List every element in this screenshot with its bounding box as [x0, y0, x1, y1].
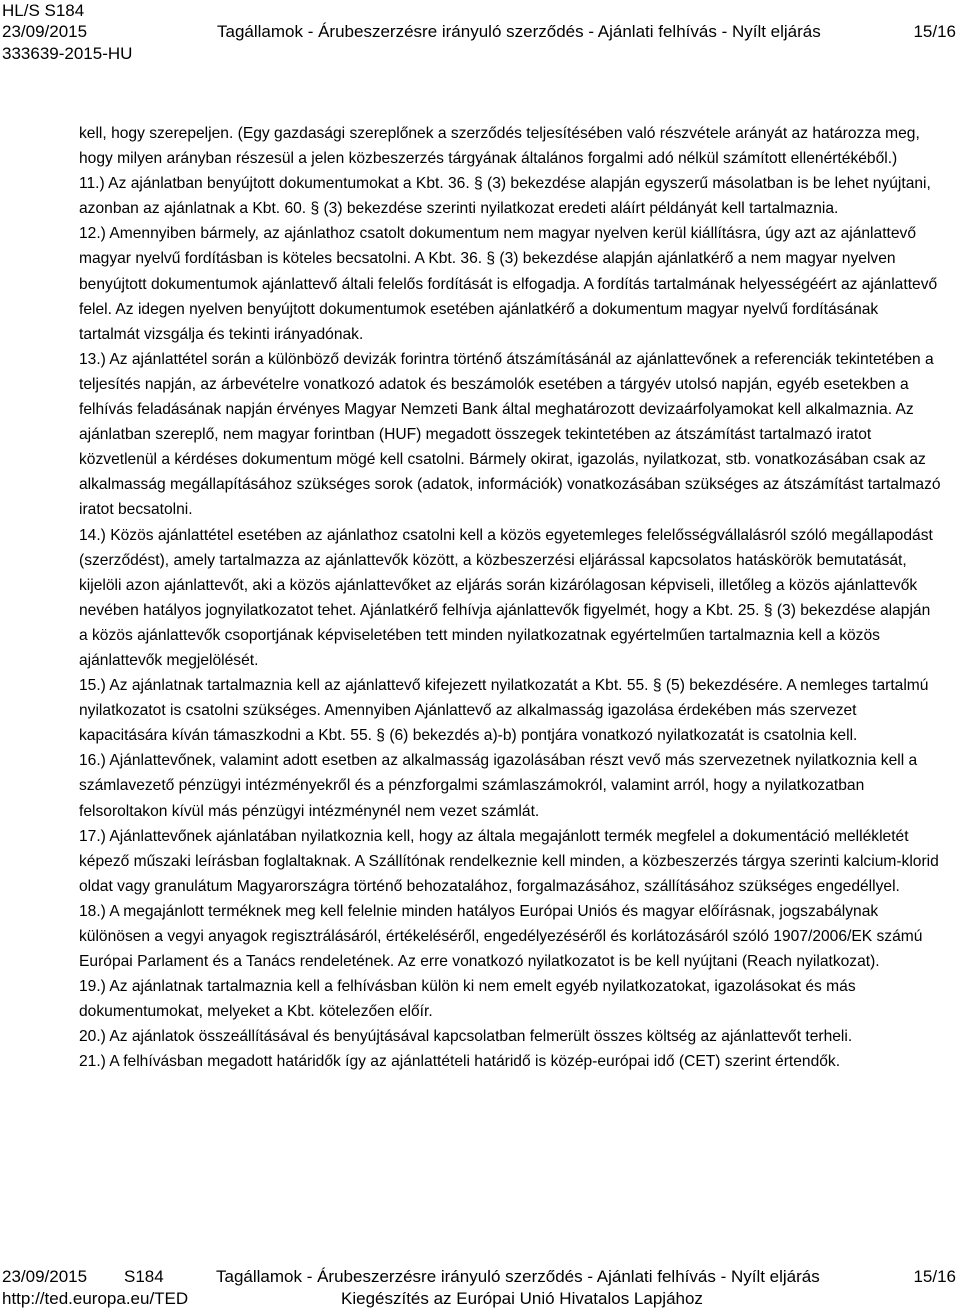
paragraph-18: 18.) A megajánlott terméknek meg kell felelnie minden hatályos Európai Uniós és magyar előírásnak, jogszabálynak különösen a vegyi anyagok regisztrálásáról, értékeléséről, engedélyezéséről és korlátozásáról szóló 1907/2006/EK számú Európai Parlament és a Tanács rendeletének. Az erre vonatkozó nyilatkozatot is be kell nyújtani (Reach nyilatkozat).	[79, 902, 923, 971]
paragraph-continuation: kell, hogy szerepeljen. (Egy gazdasági szereplőnek a szerződés teljesítésében való részvétele arányát az határozza meg, hogy milyen arányban részesül a jelen közbeszerzés tárgyának általános forgalmi adó nélkül számított ellenértékéből.)	[79, 125, 920, 168]
header-page-number: 15/16	[913, 22, 956, 41]
footer-date: 23/09/2015	[2, 1267, 88, 1286]
header-notice-id: 333639-2015-HU	[2, 44, 133, 63]
paragraph-16: 16.) Ajánlattevőnek, valamint adott esetben az alkalmasság igazolásában részt vevő más szervezetnek nyilatkoznia kell a számlavezető pénzügyi intézményekről és a pénzforgalmi számlaszámokról, valamint arról, hogy a nyilatkozatban felsoroltakon kívül más pénzügyi intézménynél nem vezet számlát.	[79, 752, 918, 820]
footer-url[interactable]: http://ted.europa.eu/TED	[2, 1289, 189, 1308]
paragraph-15: 15.) Az ajánlatnak tartalmaznia kell az ajánlattevő kifejezett nyilatkozatát a Kbt. 55. § (5) bekezdésére. A nemleges tartalmú nyilatkozatot is csatolni szükséges. Amennyiben Ajánlattevő az alkalmasság igazolása érdekében más szervezet kapacitására kíván támaszkodni a Kbt. 55. § (6) bekezdés a)-b) pontjára vonatkozó nyilatkozatát is csatolnia kell.	[79, 677, 929, 745]
footer-title: Tagállamok - Árubeszerzésre irányuló szerződés - Ajánlati felhívás - Nyílt eljárás	[216, 1267, 820, 1286]
paragraph-17: 17.) Ajánlattevőnek ajánlatában nyilatkoznia kell, hogy az általa megajánlott termék megfelel a dokumentáció mellékletét képező műszaki leírásban foglaltaknak. A Szállítónak rendelkeznie kell minden, a közbeszerzés tárgya szerinti kalcium-klorid oldat vagy granulátum Magyarországra történő behozatalához, forgalmazásához, szállításához szükséges engedéllyel.	[79, 827, 939, 895]
footer-publisher: Kiegészítés az Európai Unió Hivatalos Lapjához	[341, 1289, 703, 1308]
page-header	[0, 0, 960, 65]
header-row-1	[0, 0, 960, 21]
paragraph-20: 20.) Az ajánlatok összeállításával és benyújtásával kapcsolatban felmerült összes költség az ajánlattevőt terheli.	[79, 1028, 853, 1046]
header-row-2	[0, 21, 960, 43]
paragraph-13: 13.) Az ajánlattétel során a különböző devizák forintra történő átszámításánál az ajánlattevőnek a referenciák tekintetében a teljesítés napján, az árbevételre vonatkozó adatok és beszámolók esetében a tárgyév utolsó napján, egyéb esetekben a felhívás feladásának napján érvényes Magyar Nemzeti Bank által meghatározott devizaárfolyamokat kell alkalmaznia. Az ajánlatban szereplő, nem magyar forintban (HUF) megadott összegek tekintetében az átszámítást tartalmazó iratot közvetlenül a kérdéses dokumentum mögé kell csatolni. Bármely okirat, igazolás, nyilatkozat, stb. vonatkozásában csak az alkalmasság megállapításához szükséges sorok (adatok, információk) vonatkozásában szükséges az átszámítást tartalmazó iratot becsatolni.	[79, 350, 941, 519]
paragraph-19: 19.) Az ajánlatnak tartalmaznia kell a felhívásban külön ki nem emelt egyéb nyilatkozatokat, igazolásokat és más dokumentumokat, melyeket a Kbt. kötelezően előír.	[79, 978, 856, 1021]
header-date: 23/09/2015	[2, 22, 88, 41]
footer-row-2	[0, 1288, 960, 1310]
footer-row-1	[0, 1266, 960, 1288]
footer-page-number: 15/16	[913, 1267, 956, 1286]
paragraph-21: 21.) A felhívásban megadott határidők így az ajánlattételi határidő is közép-európai idő (CET) szerint értendők.	[79, 1053, 841, 1071]
header-series: HL/S S184	[2, 1, 85, 20]
paragraph-11: 11.) Az ajánlatban benyújtott dokumentumokat a Kbt. 36. § (3) bekezdése alapján egyszerű másolatban is be lehet nyújtani, azonban az ajánlatnak a Kbt. 60. § (3) bekezdése szerinti nyilatkozat eredeti aláírt példányát kell tartalmaznia.	[79, 175, 931, 218]
document-body	[79, 121, 943, 1075]
paragraph-14: 14.) Közös ajánlattétel esetében az ajánlathoz csatolni kell a közös egyetemleges felelősségvállalásról szóló megállapodást (szerződést), amely tartalmazza az ajánlattevők között, a közbeszerzési eljárással kapcsolatos hatáskörök bemutatását, kijelöli azon ajánlattevőt, aki a közös ajánlattevőket az eljárás során kizárólagosan képviseli, illetőleg a közös ajánlattevők nevében hatályos jognyilatkozatot tehet. Ajánlatkérő felhívja ajánlattevők figyelmét, hogy a Kbt. 25. § (3) bekezdése alapján a közös ajánlattevők csoportjának képviseletében tett minden nyilatkozatnak egyértelműen tartalmaznia kell a közös ajánlattevők megjelölését.	[79, 526, 933, 669]
header-row-3	[0, 43, 960, 65]
paragraph-12: 12.) Amennyiben bármely, az ajánlathoz csatolt dokumentum nem magyar nyelven kerül kiállításra, úgy azt az ajánlattevő magyar nyelvű fordításban is köteles becsatolni. A Kbt. 36. § (3) bekezdése alapján ajánlatkérő a nem magyar nyelven benyújtott dokumentumok ajánlattevő általi felelős fordítását is elfogadja. A fordítás tartalmának helyességéért az ajánlattevő felel. Az idegen nyelven benyújtott dokumentumok esetében ajánlatkérő a dokumentum magyar nyelvű fordításának tartalmát vizsgálja és tekinti irányadónak.	[79, 225, 938, 343]
footer-series: S184	[124, 1267, 164, 1286]
page-footer	[0, 1266, 960, 1310]
header-title: Tagállamok - Árubeszerzésre irányuló szerződés - Ajánlati felhívás - Nyílt eljárás	[217, 22, 821, 41]
